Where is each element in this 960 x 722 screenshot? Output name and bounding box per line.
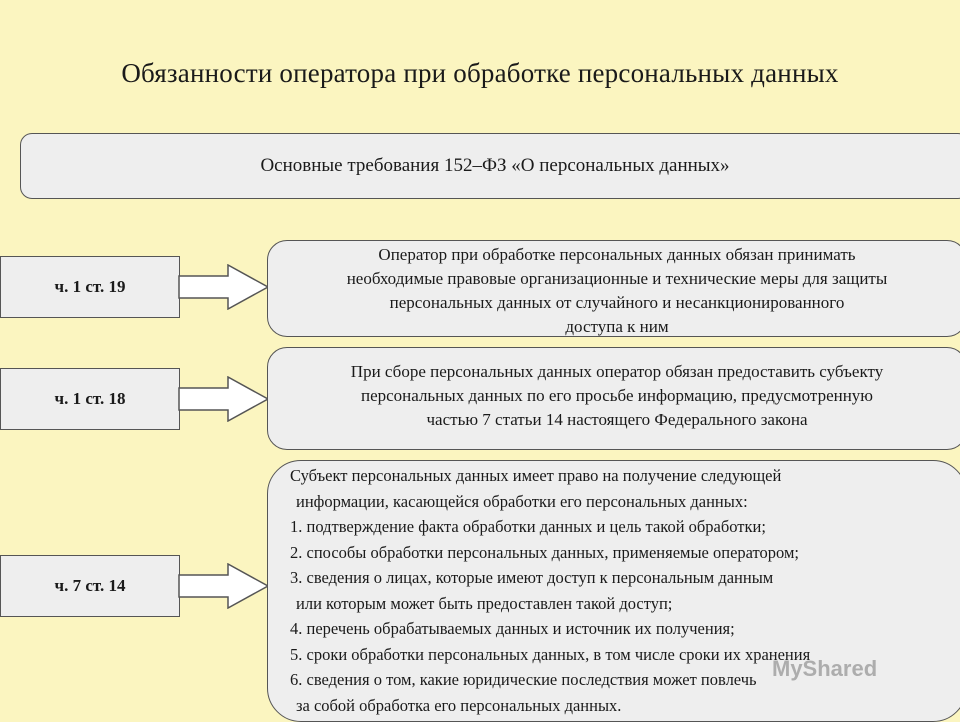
list-item: за собой обработка его персональных данных. bbox=[296, 695, 622, 715]
watermark: MyShared bbox=[772, 656, 878, 681]
main-requirements-box bbox=[20, 133, 960, 199]
content-line: персональных данных по его просьбе информацию, предусмотренную bbox=[360, 386, 874, 405]
arrow-right-icon bbox=[178, 376, 270, 422]
list-item: 5. сроки обработки персональных данных, в том числе сроки их хранения bbox=[290, 644, 811, 664]
ref-label: ч. 1 ст. 18 bbox=[54, 389, 126, 408]
ref-label: ч. 1 ст. 19 bbox=[54, 277, 126, 296]
content-line: Субъект персональных данных имеет право на получение следующей bbox=[290, 466, 782, 485]
main-requirements-label: Основные требования 152–ФЗ «О персональных данных» bbox=[260, 155, 730, 176]
content-line: частью 7 статьи 14 настоящего Федерального закона bbox=[426, 410, 808, 429]
page-title: Обязанности оператора при обработке персональных данных bbox=[121, 58, 839, 88]
list-item: 4. перечень обрабатываемых данных и источник их получения; bbox=[290, 619, 735, 638]
arrow-right-icon bbox=[178, 563, 270, 609]
content-line: необходимые правовые организационные и технические меры для защиты bbox=[346, 269, 888, 288]
ref-box-art14 bbox=[0, 555, 180, 617]
list-item: 1. подтверждение факта обработки данных и цель такой обработки; bbox=[290, 517, 766, 536]
ref-label: ч. 7 ст. 14 bbox=[54, 576, 126, 595]
content-box-art14 bbox=[267, 460, 960, 722]
list-item: или которым может быть предоставлен такой доступ; bbox=[296, 593, 673, 613]
ref-box-art19 bbox=[0, 256, 180, 318]
list-item: 2. способы обработки персональных данных, применяемые оператором; bbox=[290, 542, 800, 562]
content-box-art19 bbox=[267, 240, 960, 337]
content-line: При сборе персональных данных оператор обязан предоставить субъекту bbox=[350, 362, 884, 381]
list-item: 3. сведения о лицах, которые имеют доступ к персональным данным bbox=[290, 568, 774, 587]
content-line: Оператор при обработке персональных данных обязан принимать bbox=[378, 245, 856, 264]
content-line: информации, касающейся обработки его персональных данных: bbox=[296, 491, 748, 511]
content-box-art18 bbox=[267, 347, 960, 450]
arrow-right-icon bbox=[178, 264, 270, 310]
list-item: 6. сведения о том, какие юридические последствия может повлечь bbox=[290, 670, 757, 689]
ref-box-art18 bbox=[0, 368, 180, 430]
content-line: персональных данных от случайного и несанкционированного bbox=[389, 293, 845, 312]
content-line: доступа к ним bbox=[565, 317, 669, 336]
